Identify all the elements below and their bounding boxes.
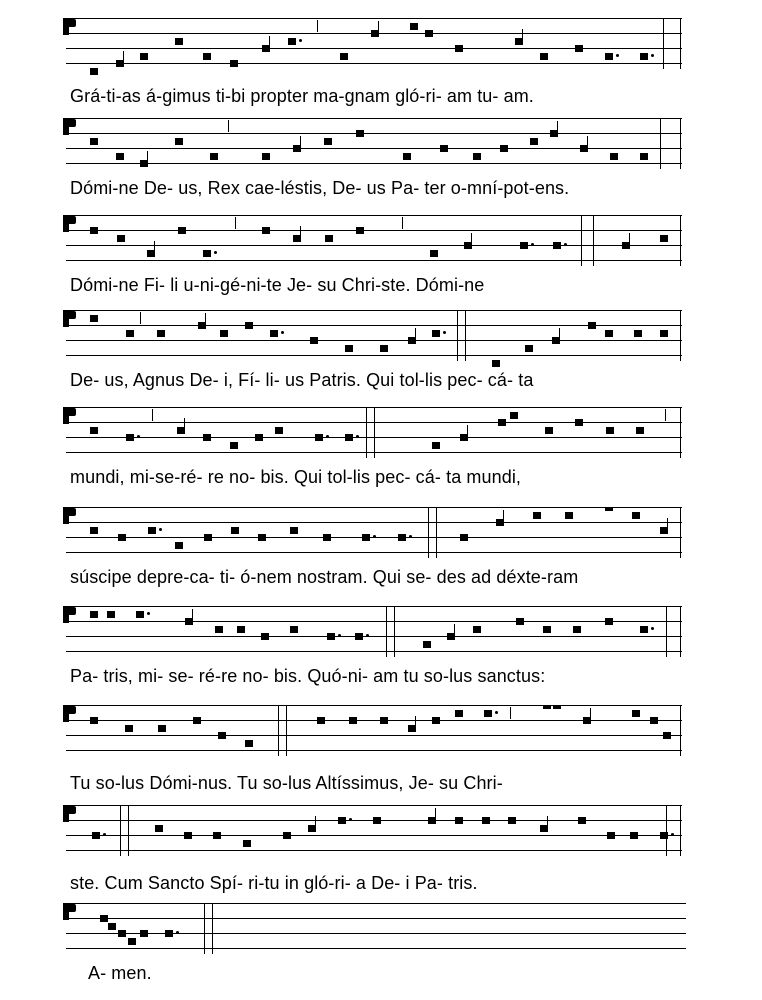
division-bar [394,606,395,657]
neume [345,345,353,352]
do-clef-icon [63,118,69,135]
mora-dot [651,54,654,57]
neume [632,512,640,519]
neume [203,250,211,257]
staff-line [66,310,682,311]
do-clef-icon [63,18,69,35]
neume [255,434,263,441]
do-clef-icon [63,606,69,623]
neume-stem [467,425,468,441]
mora-dot [564,243,567,246]
neume [230,442,238,449]
neume [90,611,98,618]
staff-system [0,108,762,203]
neume [323,534,331,541]
neume [650,717,658,724]
neume [118,930,126,937]
staff-lines [0,18,762,83]
neume-stem [629,233,630,249]
neume [525,345,533,352]
lyric-line: Tu so-lus Dómi-nus. Tu so-lus Altíssimus, Je- su Chri- [70,773,503,793]
neume-stem [590,708,591,724]
neume [90,227,98,234]
division-bar [680,705,681,756]
neume [520,242,528,249]
mora-dot [214,251,217,254]
mora-dot [137,435,140,438]
staff-lines [0,310,762,375]
staff-line [66,606,682,607]
neume [473,153,481,160]
division-bar [436,507,437,558]
mora-dot [338,634,341,637]
staff-line [66,918,686,919]
neume [605,507,613,511]
neume [425,30,433,37]
staff-line [66,552,682,553]
neume [140,53,148,60]
neume-stem [300,226,301,242]
staff-system [0,596,762,691]
staff-line [66,355,682,356]
neume-stem [147,151,148,167]
division-bar [428,507,429,558]
neume [605,53,613,60]
neume [203,434,211,441]
neume [440,145,448,152]
lyric-line: mundi, mi-se-ré- re no- bis. Qui tol-lis pec- cá- ta mundi, [70,467,522,487]
staff-line [66,948,686,949]
neume [218,732,226,739]
neume [204,534,212,541]
neume-stem [587,136,588,152]
division-bar [510,707,511,719]
neume [575,419,583,426]
neume [430,250,438,257]
staff-line [66,18,682,19]
staff-system [0,8,762,106]
staff-system [0,695,762,793]
neume [340,53,348,60]
neume [275,427,283,434]
neume [140,930,148,937]
division-bar [212,903,213,954]
staff-line [66,621,682,622]
division-bar [120,805,121,856]
division-bar [278,705,279,756]
neume [403,153,411,160]
do-clef-icon [63,903,69,920]
division-bar [235,217,236,229]
neume [128,938,136,945]
neume [545,427,553,434]
staff-line [66,636,682,637]
mora-dot [616,54,619,57]
division-bar [402,217,403,229]
division-bar [457,310,458,361]
neume [262,227,270,234]
neume [634,330,642,337]
staff-line [66,260,682,261]
neume [108,923,116,930]
lyric-line: Dómi-ne Fi- li u-ni-gé-ni-te Je- su Chri-ste. Dómi-ne [70,275,485,295]
neume [175,38,183,45]
neume-stem [547,816,548,832]
division-bar [152,409,153,421]
lyric-line: A- men. [88,963,152,983]
division-bar [680,507,681,558]
lyric-line: De- us, Agnus De- i, Fí- li- us Patris. Qui tol-lis pec- cá- ta [70,370,534,390]
mora-dot [651,627,654,630]
mora-dot [373,535,376,538]
neume [663,732,671,739]
neume [270,330,278,337]
neume [432,330,440,337]
neume-stem [454,624,455,640]
staff-line [66,805,682,806]
neume [660,235,668,242]
neume [356,130,364,137]
staff-line [66,163,682,164]
neume [605,330,613,337]
neume-stem [415,716,416,732]
neume [315,434,323,441]
division-bar [680,805,681,856]
division-bar [665,409,666,421]
division-bar [286,705,287,756]
neume-stem [205,313,206,329]
mora-dot [349,818,352,821]
staff-system [0,300,762,395]
neume [573,626,581,633]
neume [533,512,541,519]
neume-stem [503,510,504,526]
mora-dot [281,331,284,334]
staff-line [66,903,686,904]
neume [510,412,518,419]
neume [175,542,183,549]
neume-stem [184,418,185,434]
neume [640,626,648,633]
staff-system [0,795,762,893]
division-bar [204,903,205,954]
division-bar [374,407,375,458]
mora-dot [409,535,412,538]
division-bar [465,310,466,361]
staff-line [66,63,682,64]
staff-line [66,522,682,523]
neume [126,434,134,441]
neume [432,717,440,724]
neume [543,626,551,633]
staff-lines [0,507,762,572]
neume [605,618,613,625]
mora-dot [356,435,359,438]
neume [380,717,388,724]
division-bar [228,120,229,132]
neume [243,840,251,847]
staff-line [66,835,682,836]
neume [455,45,463,52]
neume-stem [154,241,155,257]
lyric-line: Grá-ti-as á-gimus ti-bi propter ma-gnam gló-ri- am tu- am. [70,86,534,106]
neume [543,705,551,709]
division-bar [666,606,667,657]
neume [432,442,440,449]
neume [380,345,388,352]
division-bar [386,606,387,657]
mora-dot [103,833,106,836]
neume [630,832,638,839]
staff-line [66,133,682,134]
staff-lines [0,805,762,870]
neume [231,527,239,534]
do-clef-icon [63,407,69,424]
staff-system [0,205,762,300]
neume [565,512,573,519]
neume [317,717,325,724]
neume [606,427,614,434]
neume [261,633,269,640]
neume [288,38,296,45]
neume [553,242,561,249]
neume [213,832,221,839]
staff-line [66,230,682,231]
neume [155,825,163,832]
neume [310,337,318,344]
neume [362,534,370,541]
division-bar [680,310,681,361]
do-clef-icon [63,310,69,327]
staff-system [0,397,762,492]
neume [230,60,238,67]
neume [245,322,253,329]
division-bar [128,805,129,856]
neume [455,817,463,824]
neume [220,330,228,337]
mora-dot [299,39,302,42]
neume [193,717,201,724]
neume [345,434,353,441]
neume [136,611,144,618]
neume [178,227,186,234]
staff-lines [0,215,762,280]
staff-line [66,651,682,652]
staff-line [66,705,682,706]
neume [575,45,583,52]
neume-stem [435,808,436,824]
neume-stem [315,816,316,832]
neume-stem [192,609,193,625]
division-bar [680,407,681,458]
mora-dot [326,435,329,438]
lyric-line: súscipe depre-ca- ti- ó-nem nostram. Qui se- des ad déxte-ram [70,567,579,587]
neume [610,153,618,160]
division-bar [663,18,664,69]
neume-stem [269,36,270,52]
neume [290,626,298,633]
neume [398,534,406,541]
neume [500,145,508,152]
staff-lines [0,903,762,968]
division-bar [680,118,681,169]
neume [484,710,492,717]
staff-line [66,245,682,246]
staff-lines [0,606,762,671]
do-clef-icon [63,805,69,822]
neume [90,527,98,534]
neume [530,138,538,145]
do-clef-icon [63,705,69,722]
neume [237,626,245,633]
neume [607,832,615,839]
neume [258,534,266,541]
neume [92,832,100,839]
neume-stem [300,136,301,152]
neume [327,633,335,640]
neume [492,360,500,367]
neume [636,427,644,434]
neume [184,832,192,839]
neume [508,817,516,824]
neume [324,138,332,145]
neume-stem [123,51,124,67]
neume [90,717,98,724]
mora-dot [531,243,534,246]
mora-dot [366,634,369,637]
staff-line [66,850,682,851]
neume [117,235,125,242]
staff-line [66,48,682,49]
do-clef-icon [63,215,69,232]
neume [482,817,490,824]
staff-line [66,933,686,934]
neume [157,330,165,337]
neume [125,725,133,732]
neume-stem [471,233,472,249]
do-clef-icon [63,507,69,524]
neume [355,633,363,640]
neume [90,138,98,145]
division-bar [581,215,582,266]
neume [588,322,596,329]
neume [116,153,124,160]
neume-stem [559,328,560,344]
staff-line [66,215,682,216]
neume [640,153,648,160]
neume [349,717,357,724]
neume [473,626,481,633]
neume [460,534,468,541]
neume [262,153,270,160]
staff-line [66,507,682,508]
neume [100,915,108,922]
neume [203,53,211,60]
staff-lines [0,705,762,770]
neume [118,534,126,541]
neume [540,53,548,60]
neume [175,138,183,145]
lyric-line: Pa- tris, mi- se- ré-re no- bis. Quó-ni- am tu so-lus sanctus: [70,666,546,686]
division-bar [680,215,681,266]
neume [148,527,156,534]
neume [126,330,134,337]
neume [578,817,586,824]
division-bar [366,407,367,458]
neume [423,641,431,648]
neume [325,235,333,242]
neume [90,68,98,75]
division-bar [680,18,681,69]
staff-line [66,118,682,119]
neume [632,710,640,717]
staff-line [66,735,682,736]
neume [660,330,668,337]
neume [338,817,346,824]
division-bar [593,215,594,266]
neume [356,227,364,234]
staff-lines [0,118,762,183]
staff-line [66,148,682,149]
neume [158,725,166,732]
mora-dot [159,528,162,531]
mora-dot [671,833,674,836]
division-bar [680,606,681,657]
neume [245,740,253,747]
division-bar [666,805,667,856]
neume [516,618,524,625]
mora-dot [147,612,150,615]
division-bar [660,118,661,169]
neume [215,626,223,633]
neume-stem [378,21,379,37]
mora-dot [443,331,446,334]
neume [498,419,506,426]
neume [553,705,561,709]
neume [90,315,98,322]
neume [640,53,648,60]
division-bar [140,312,141,324]
neume-stem [522,29,523,45]
mora-dot [495,711,498,714]
division-bar [317,20,318,32]
neume [210,153,218,160]
staff-line [66,340,682,341]
neume [373,817,381,824]
neume [410,23,418,30]
staff-system [0,893,762,988]
neume [455,710,463,717]
staff-line [66,750,682,751]
neume [290,527,298,534]
staff-lines [0,407,762,472]
neume [165,930,173,937]
staff-system [0,497,762,592]
neume [90,427,98,434]
neume [283,832,291,839]
neume [107,611,115,618]
neume-stem [415,328,416,344]
mora-dot [176,931,179,934]
neume-stem [667,518,668,534]
neume-stem [557,121,558,137]
lyric-line: ste. Cum Sancto Spí- ri-tu in gló-ri- a De- i Pa- tris. [70,873,478,893]
lyric-line: Dómi-ne De- us, Rex cae-léstis, De- us Pa- ter o-mní-pot-ens. [70,178,570,198]
